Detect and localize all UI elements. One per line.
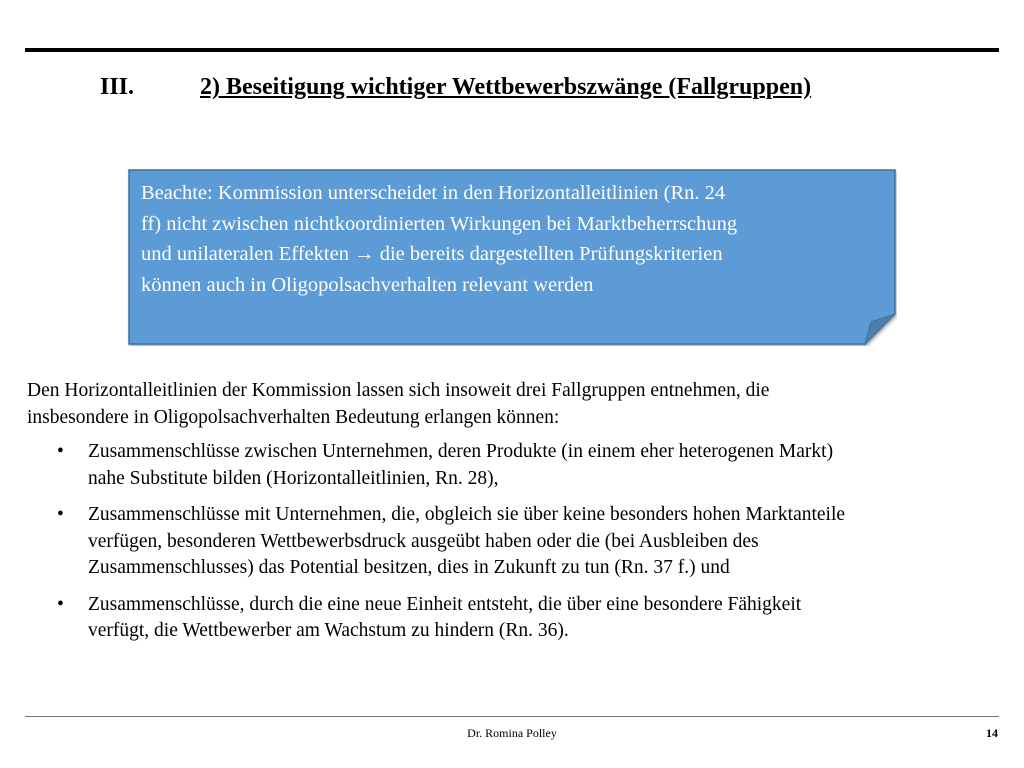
- bullet-icon: •: [57, 504, 64, 525]
- bullet-1-line-2: nahe Substitute bilden (Horizontalleitlinien, Rn. 28),: [88, 467, 499, 489]
- note-line-3: und unilateralen Effekten → die bereits dargestellten Prüfungskriterien: [141, 243, 723, 265]
- footer-author: Dr. Romina Polley: [467, 726, 557, 740]
- bullet-2-line-1: Zusammenschlüsse mit Unternehmen, die, obgleich sie über keine besonders hohen Marktanteile: [88, 504, 846, 525]
- page-number: 14: [986, 726, 998, 740]
- bullet-1-line-1: Zusammenschlüsse zwischen Unternehmen, deren Produkte (in einem eher heterogenen Markt): [88, 441, 834, 462]
- case-group-list: [27, 439, 987, 645]
- bullet-3-line-1: Zusammenschlüsse, durch die eine neue Einheit entsteht, die über eine besondere Fähigkeit: [88, 593, 802, 615]
- slide-title: [100, 72, 960, 102]
- title-number: III.: [100, 74, 135, 100]
- note-box: [127, 168, 897, 346]
- bullet-icon: •: [57, 593, 64, 615]
- footer-rule: [25, 716, 999, 717]
- intro-line-2: insbesondere in Oligopolsachverhalten Bedeutung erlangen können:: [27, 406, 560, 428]
- bullet-2-line-3: Zusammenschlusses) das Potential besitzen, dies in Zukunft zu tun (Rn. 37 f.) und: [88, 557, 730, 578]
- intro-line-1: Den Horizontalleitlinien der Kommission lassen sich insoweit drei Fallgruppen entnehmen, die: [27, 380, 770, 401]
- list-item: [27, 439, 987, 492]
- bullet-icon: •: [57, 441, 64, 462]
- note-line-4: können auch in Oligopolsachverhalten relevant werden: [141, 273, 594, 296]
- list-item: [27, 592, 987, 645]
- bullet-2-line-2: verfügen, besonderen Wettbewerbsdruck ausgeübt haben oder die (bei Ausbleiben des: [88, 530, 759, 552]
- bullet-3-line-2: verfügt, die Wettbewerber am Wachstum zu hindern (Rn. 36).: [88, 620, 569, 641]
- note-line-1: Beachte: Kommission unterscheidet in den Horizontalleitlinien (Rn. 24: [141, 182, 726, 204]
- note-line-2: ff) nicht zwischen nichtkoordinierten Wirkungen bei Marktbeherrschung: [141, 212, 738, 235]
- note-text: [141, 178, 893, 300]
- intro-paragraph: [27, 378, 987, 431]
- list-item: [27, 502, 987, 582]
- title-text: 2) Beseitigung wichtiger Wettbewerbszwänge (Fallgruppen): [200, 74, 812, 100]
- top-rule: [25, 48, 999, 52]
- body-text: [27, 378, 987, 655]
